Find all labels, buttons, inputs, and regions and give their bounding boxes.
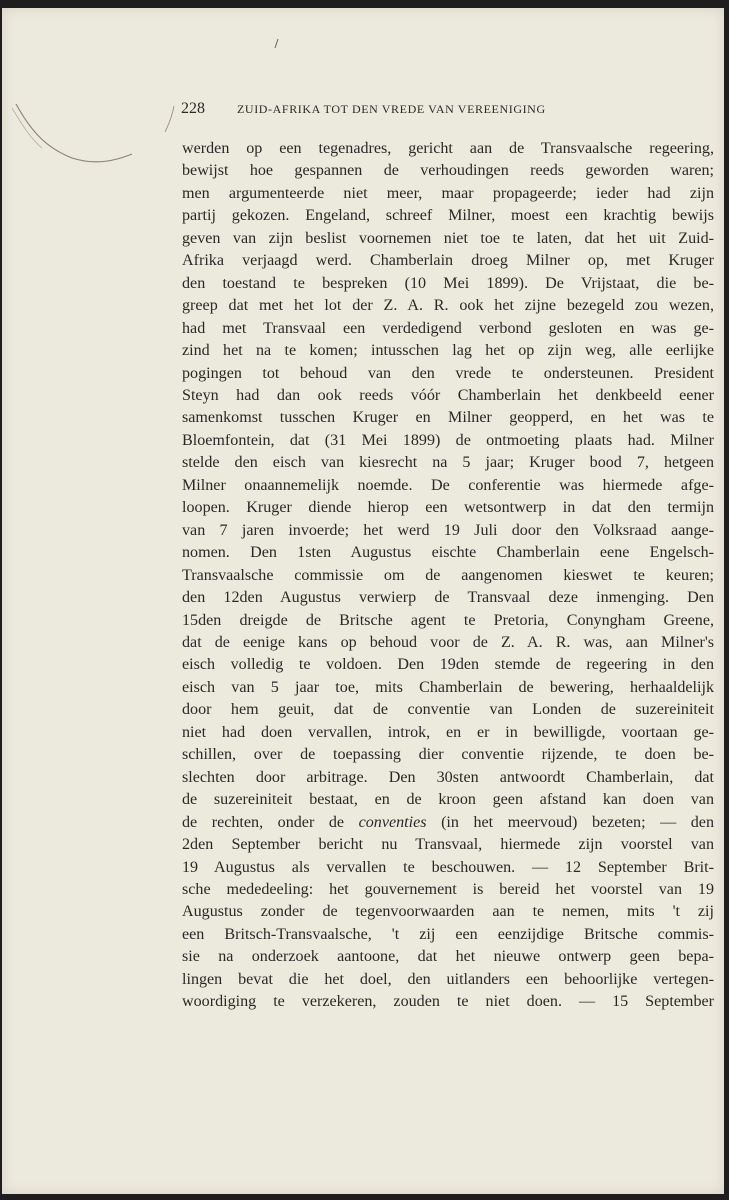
running-title: ZUID-AFRIKA TOT DEN VREDE VAN VEREENIGING <box>237 102 546 116</box>
text-line: 15den dreigde de Britsche agent te Pretoria, Conyngham Greene, <box>182 611 714 629</box>
text-line: Steyn had dan ook reeds vóór Chamberlain het denkbeeld eener <box>182 386 714 404</box>
text-line: de rechten, onder de conventies (in het meervoud) bezeten; — den <box>182 813 714 831</box>
page-header <box>181 100 721 118</box>
book-page <box>2 8 724 1194</box>
body-text <box>182 138 714 1014</box>
text-line: eisch volledig te voldoen. Den 19den stemde de regeering in den <box>182 656 714 674</box>
text-line: sie na onderzoek aantoone, dat het nieuwe ontwerp geen bepa- <box>182 948 714 966</box>
text-line: een Britsch-Transvaalsche, 't zij een eenzijdige Britsche commis- <box>182 925 714 943</box>
text-line: slechten door arbitrage. Den 30sten antwoordt Chamberlain, dat <box>182 768 714 786</box>
text-line: werden op een tegenadres, gericht aan de Transvaalsche regeering, <box>182 140 714 157</box>
text-line: Bloemfontein, dat (31 Mei 1899) de ontmoeting plaats had. Milner <box>182 431 714 449</box>
text-line: door hem geuit, dat de conventie van Londen de suzereiniteit <box>182 701 714 719</box>
text-line: niet had doen vervallen, introk, en er in bewilligde, voortaan ge- <box>182 723 714 741</box>
text-line: geven van zijn beslist voornemen niet toe te laten, dat het uit Zuid- <box>182 229 714 247</box>
text-line: loopen. Kruger diende hierop een wetsontwerp in dat den termijn <box>182 499 714 517</box>
text-line: bewijst hoe gespannen de verhoudingen reeds geworden waren; <box>182 162 714 180</box>
text-line: samenkomst tusschen Kruger en Milner geopperd, en het was te <box>182 409 714 427</box>
text-line: sche mededeeling: het gouvernement is bereid het voorstel van 19 <box>182 880 714 898</box>
page-crease-mark <box>2 8 182 208</box>
text-line: Milner onaannemelijk noemde. De conferentie was hiermede afge- <box>182 476 714 494</box>
text-line: den 12den Augustus verwierp de Transvaal deze inmenging. Den <box>182 589 714 607</box>
text-line: den toestand te bespreken (10 Mei 1899). De Vrijstaat, die be- <box>182 274 714 292</box>
text-line: zind het na te komen; intusschen lag het op zijn weg, alle eerlijke <box>182 342 714 360</box>
text-line: de suzereiniteit bestaat, en de kroon geen afstand kan doen van <box>182 791 714 809</box>
text-line: greep dat met het lot der Z. A. R. ook het zijne bezegeld zou wezen, <box>182 297 714 315</box>
speck-mark <box>272 38 280 50</box>
text-line: Transvaalsche commissie om de aangenomen kieswet te keuren; <box>182 566 714 584</box>
text-line: woordiging te verzekeren, zouden te niet doen. — 15 September <box>182 993 714 1011</box>
text-line: pogingen tot behoud van den vrede te ondersteunen. President <box>182 364 714 382</box>
text-line: stelde den eisch van kiesrecht na 5 jaar; Kruger bood 7, hetgeen <box>182 454 714 472</box>
text-line: dat de eenige kans op behoud voor de Z. A. R. was, aan Milner's <box>182 633 714 651</box>
text-line: Afrika verjaagd werd. Chamberlain droeg Milner op, met Kruger <box>182 252 714 270</box>
text-line: van 7 jaren invoerde; het werd 19 Juli door den Volksraad aange- <box>182 521 714 539</box>
text-line: men argumenteerde niet meer, maar propageerde; ieder had zijn <box>182 184 714 202</box>
text-line: schillen, over de toepassing dier conventie rijzende, te doen be- <box>182 746 714 764</box>
text-line: nomen. Den 1sten Augustus eischte Chamberlain eene Engelsch- <box>182 544 714 562</box>
text-line: lingen bevat die het doel, den uitlanders een behoorlijke vertegen- <box>182 970 714 988</box>
page-number: 228 <box>181 100 205 117</box>
text-line: 2den September bericht nu Transvaal, hiermede zijn voorstel van <box>182 836 714 854</box>
text-line: 19 Augustus als vervallen te beschouwen. — 12 September Brit- <box>182 858 714 876</box>
text-line: eisch van 5 jaar toe, mits Chamberlain de bewering, herhaaldelijk <box>182 678 714 696</box>
text-line: had met Transvaal een verdedigend verbond gesloten en was ge- <box>182 319 714 337</box>
text-line: Augustus zonder de tegenvoorwaarden aan te nemen, mits 't zij <box>182 903 714 921</box>
text-line: partij gekozen. Engeland, schreef Milner, moest een krachtig bewijs <box>182 207 714 225</box>
